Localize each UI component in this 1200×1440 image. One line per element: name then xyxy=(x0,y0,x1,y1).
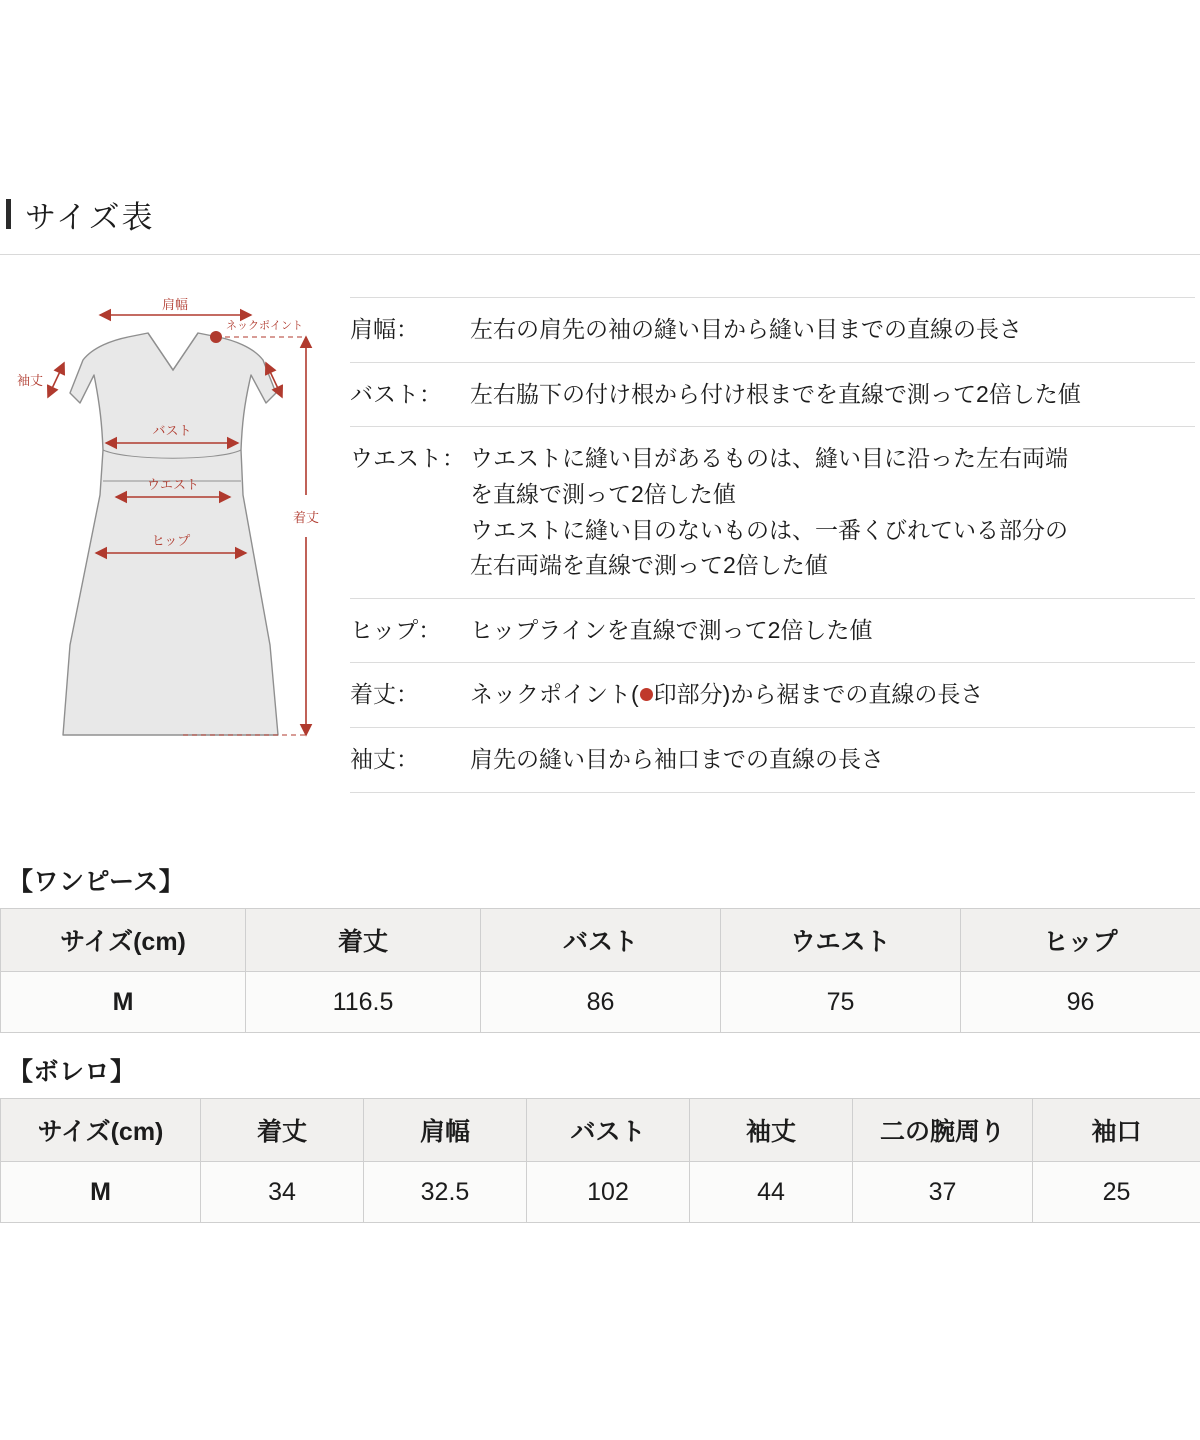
definition-term: 袖丈： xyxy=(350,746,419,773)
column-header: 袖丈 xyxy=(690,1099,853,1162)
definition-description xyxy=(470,742,884,778)
table-cell: 44 xyxy=(690,1162,853,1223)
definition-description xyxy=(470,441,1068,584)
table-cell: 32.5 xyxy=(364,1162,527,1223)
table-cell: 75 xyxy=(721,972,961,1033)
bolero-heading: 【ボレロ】 xyxy=(8,1058,136,1086)
bolero-size-section xyxy=(0,1052,1200,1223)
table-row xyxy=(1,972,1200,1033)
figure-label-hip: ヒップ xyxy=(151,533,191,548)
column-header: バスト xyxy=(527,1099,690,1162)
figure-label-sleeve: 袖丈 xyxy=(16,373,44,388)
figure-label-neckpoint: ネックポイント xyxy=(226,320,303,332)
definition-description xyxy=(470,613,872,649)
definition-line: 左右脇下の付け根から付け根までを直線で測って2倍した値 xyxy=(470,380,1081,407)
definition-line: 左右の肩先の袖の縫い目から縫い目までの直線の長さ xyxy=(470,316,1022,342)
figure-label-waist: ウエスト xyxy=(146,477,200,492)
definition-description xyxy=(470,377,1081,413)
definition-term: ウエスト： xyxy=(350,445,465,472)
definition-row-sleeve xyxy=(350,728,1195,793)
definition-text-prefix: ネックポイント( xyxy=(470,681,639,708)
figure-label-shoulder: 肩幅 xyxy=(161,297,189,312)
column-header: 着丈 xyxy=(246,909,481,972)
definition-row-bust xyxy=(350,363,1195,428)
table-cell: 37 xyxy=(853,1162,1033,1223)
dress-diagram xyxy=(8,285,338,785)
onepiece-size-section xyxy=(0,862,1200,1033)
column-header: 袖口 xyxy=(1033,1099,1200,1162)
table-cell: 25 xyxy=(1033,1162,1200,1223)
definition-line: ヒップラインを直線で測って2倍した値 xyxy=(470,616,873,643)
column-header: ウエスト xyxy=(721,909,961,972)
definition-line-with-dot xyxy=(470,677,983,713)
definition-description xyxy=(470,312,1022,348)
definition-term: 肩幅： xyxy=(350,316,419,342)
definition-list xyxy=(350,297,1195,793)
table-header-row xyxy=(1,1099,1200,1162)
definition-line: 左右両端を直線で測って2倍した値 xyxy=(470,552,828,579)
column-header: 着丈 xyxy=(201,1099,364,1162)
onepiece-size-table xyxy=(0,908,1200,1033)
definition-term: ヒップ： xyxy=(350,616,442,643)
definition-line: ウエストに縫い目のないものは、一番くびれている部分の xyxy=(470,516,1068,543)
definition-line: を直線で測って2倍した値 xyxy=(470,480,736,507)
definition-line: 肩先の縫い目から袖口までの直線の長さ xyxy=(470,746,884,773)
bolero-size-table xyxy=(0,1098,1200,1223)
neck-point-marker-icon xyxy=(640,688,653,701)
section-header xyxy=(0,186,1200,242)
definition-term: 着丈： xyxy=(350,681,419,708)
definition-row-waist xyxy=(350,427,1195,599)
column-header: バスト xyxy=(481,909,721,972)
column-header: 肩幅 xyxy=(364,1099,527,1162)
onepiece-heading: 【ワンピース】 xyxy=(8,868,185,896)
definition-row-hip xyxy=(350,599,1195,664)
dress-illustration-svg xyxy=(8,285,338,785)
definition-description xyxy=(470,677,983,713)
column-header: サイズ(cm) xyxy=(1,1099,201,1162)
column-header: 二の腕周り xyxy=(853,1099,1033,1162)
definition-text-suffix: 印部分)から裾までの直線の長さ xyxy=(653,681,984,708)
size-label: M xyxy=(1,1162,201,1223)
table-cell: 96 xyxy=(961,972,1200,1033)
table-cell: 102 xyxy=(527,1162,690,1223)
column-header: ヒップ xyxy=(961,909,1200,972)
table-row xyxy=(1,1162,1200,1223)
size-label: M xyxy=(1,972,246,1033)
figure-label-bust: バスト xyxy=(152,423,192,438)
table-cell: 116.5 xyxy=(246,972,481,1033)
table-cell: 34 xyxy=(201,1162,364,1223)
title-accent-bar xyxy=(6,199,11,229)
table-header-row xyxy=(1,909,1200,972)
definition-row-shoulder xyxy=(350,297,1195,363)
page-title: サイズ表 xyxy=(25,199,155,235)
table-cell: 86 xyxy=(481,972,721,1033)
figure-label-length: 着丈 xyxy=(292,510,320,525)
definition-line: ウエストに縫い目があるものは、縫い目に沿った左右両端 xyxy=(470,445,1068,472)
measurement-explanation xyxy=(0,275,1200,830)
definition-term: バスト： xyxy=(350,380,442,407)
column-header: サイズ(cm) xyxy=(1,909,246,972)
definition-row-length xyxy=(350,663,1195,728)
title-divider xyxy=(0,254,1200,255)
